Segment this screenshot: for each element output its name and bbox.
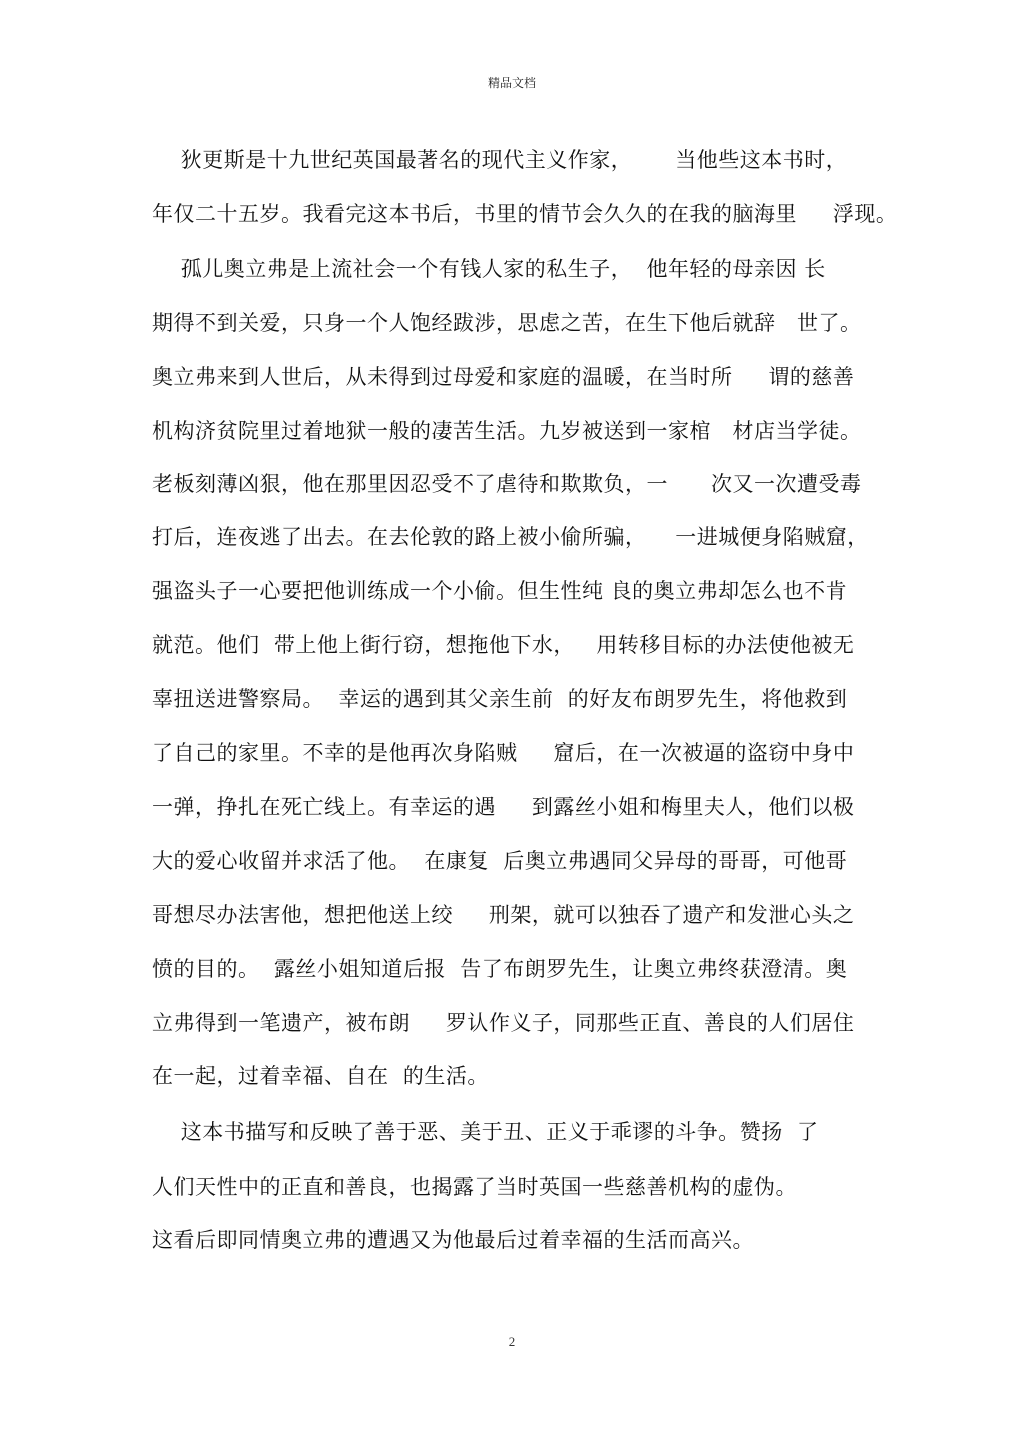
text-line: 这看后即同情奥立弗的遭遇又为他最后过着幸福的生活而高兴。: [152, 1228, 754, 1252]
text-line: 奥立弗来到人世后，从未得到过母爱和家庭的温暖，在当时所 谓的慈善: [152, 365, 855, 389]
text-line: 打后，连夜逃了出去。在去伦敦的路上被小偷所骗， 一进城便身陷贼窟，: [152, 525, 869, 549]
text-line: 在一起，过着幸福、自在 的生活。: [152, 1064, 489, 1088]
text-line: 机构济贫院里过着地狱一般的凄苦生活。九岁被送到一家棺 材店当学徒。: [152, 419, 862, 443]
text-line: 一弹，挣扎在死亡线上。有幸运的遇 到露丝小姐和梅里夫人，他们以极: [152, 795, 855, 819]
text-line: 狄更斯是十九世纪英国最著名的现代主义作家， 当他些这本书时，: [152, 148, 848, 172]
text-line: 强盗头子一心要把他训练成一个小偷。但生性纯 良的奥立弗却怎么也不肯: [152, 579, 848, 603]
text-line: 立弗得到一笔遗产，被布朗 罗认作义子，同那些正直、善良的人们居住: [152, 1011, 855, 1035]
text-line: 年仅二十五岁。我看完这本书后，书里的情节会久久的在我的脑海里 浮现。: [152, 202, 898, 226]
text-line: 这本书描写和反映了善于恶、美于丑、正义于乖谬的斗争。赞扬 了: [152, 1120, 819, 1144]
text-line: 人们天性中的正直和善良，也揭露了当时英国一些慈善机构的虚伪。: [152, 1175, 797, 1199]
text-line: 期得不到关爱，只身一个人饱经跋涉，思虑之苦，在生下他后就辞 世了。: [152, 311, 862, 335]
text-line: 就范。他们 带上他上街行窃，想拖他下水， 用转移目标的办法使他被无: [152, 633, 855, 657]
text-line: 大的爱心收留并求活了他。 在康复 后奥立弗遇同父异母的哥哥，可他哥: [152, 849, 848, 873]
text-line: 辜扭送进警察局。 幸运的遇到其父亲生前 的好友布朗罗先生，将他救到: [152, 687, 848, 711]
page-number: 2: [508, 1334, 516, 1349]
page-header: 精品文档: [487, 76, 536, 90]
text-line: 孤儿奥立弗是上流社会一个有钱人家的私生子， 他年轻的母亲因 长: [152, 257, 826, 281]
text-line: 哥想尽办法害他，想把他送上绞 刑架，就可以独吞了遗产和发泄心头之: [152, 903, 855, 927]
text-line: 愤的目的。 露丝小姐知道后报 告了布朗罗先生，让奥立弗终获澄清。奥: [152, 957, 848, 981]
text-line: 老板刻薄凶狠，他在那里因忍受不了虐待和欺欺负，一 次又一次遭受毒: [152, 472, 862, 496]
text-line: 了自己的家里。不幸的是他再次身陷贼 窟后，在一次被逼的盗窃中身中: [152, 741, 855, 765]
